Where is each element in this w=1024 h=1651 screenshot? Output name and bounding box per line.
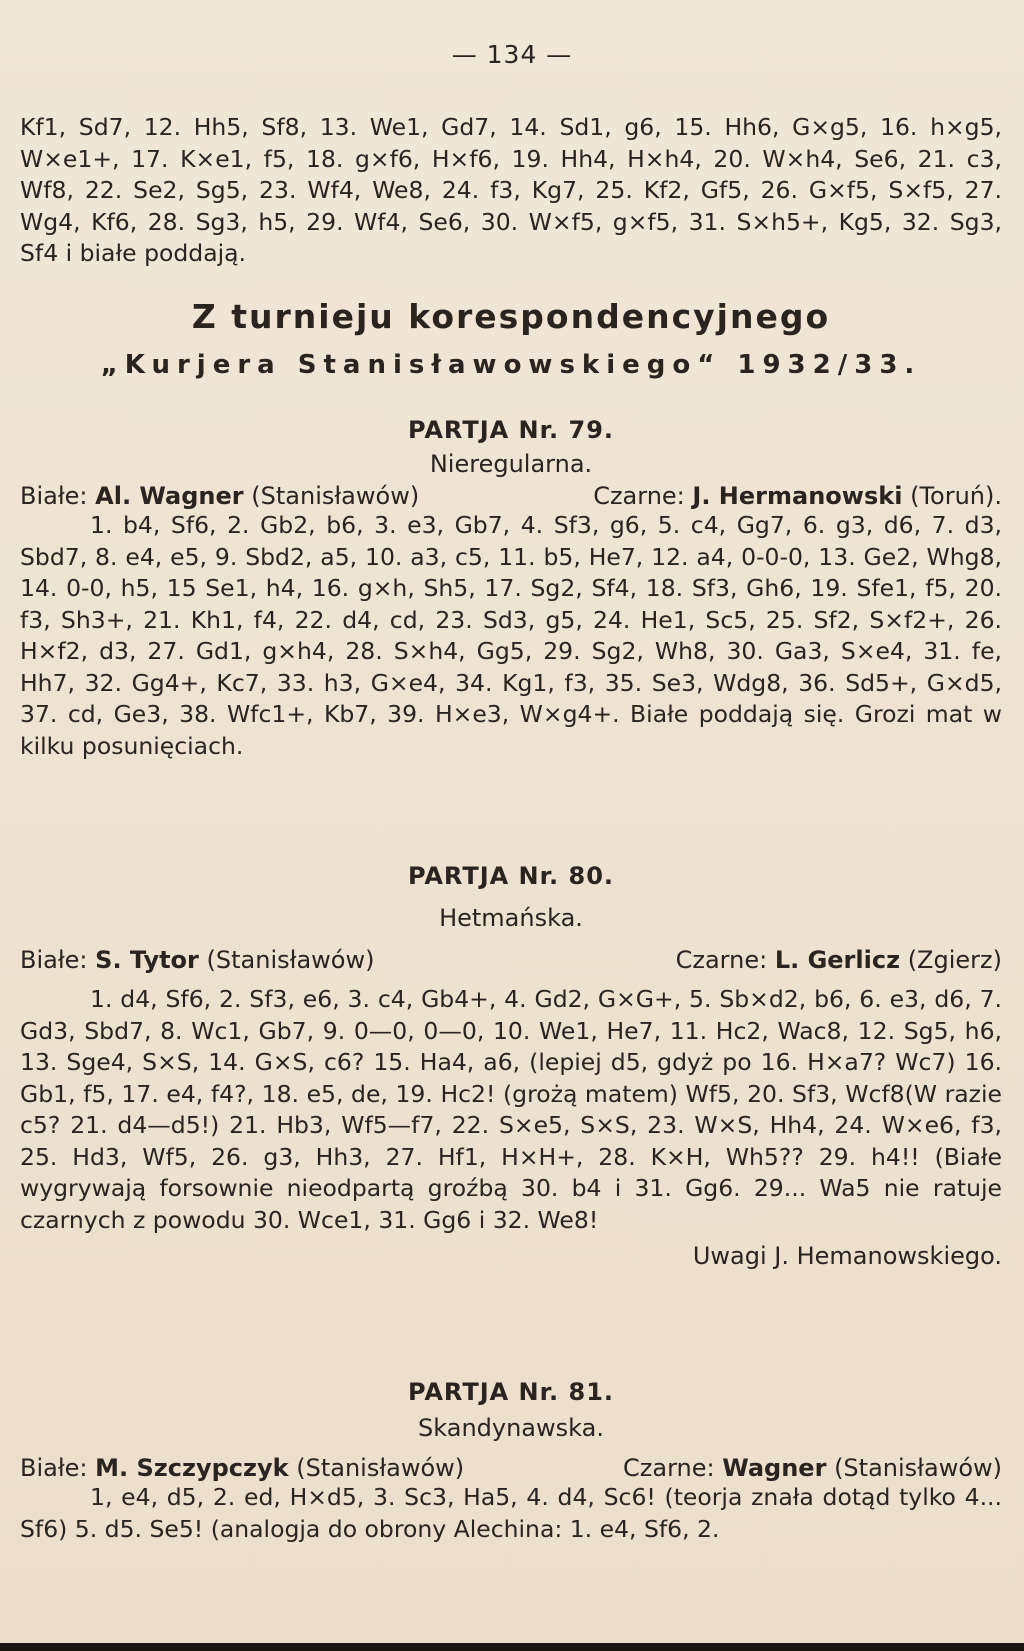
black-city: (Stanisławów) [834,1454,1002,1482]
white-label: Białe: [20,482,88,510]
white-label: Białe: [20,1454,88,1482]
game-title: PARTJA Nr. 80. [407,862,615,890]
black-name: L. Gerlicz [774,946,901,974]
white-player [20,1454,464,1482]
continuation-block [20,112,1002,270]
game-81 [20,1378,1002,1545]
section-subtitle-wrap [20,350,1002,380]
game-opening: Hetmańska. [439,904,583,932]
black-name: J. Hermanowski [692,482,903,510]
section-subtitle: „Kurjera Stanisławowskiego“ 1932/33. [100,350,922,380]
white-city: (Stanisławów) [206,946,375,974]
black-player [593,482,1002,510]
game-title: PARTJA Nr. 79. [407,416,615,444]
black-city: (Toruń). [910,482,1002,510]
continuation-moves: Kf1, Sd7, 12. Hh5, Sf8, 13. We1, Gd7, 14. Sd1, g6, 15. Hh6, G×g5, 16. h×g5, W×e1+, 17. K×e1, f5, 18. g×f6, H×f6, 19. Hh4, H×h4, 20. W×h4, Se6, 21. c3, Wf8, 22. Se2, Sg5, 23. Wf4, We8, 24. f3, Kg7, 25. Kf2, Gf5, 26. G×f5, S×f5, 27. Wg4, Kf6, 28. Sg3, h5, 29. Wf4, Se6, 30. W×f5, g×f5, 31. S×h5+, Kg5, 32. Sg3, Sf4 i białe poddają. [20,113,1002,267]
white-player [20,482,419,510]
black-city: (Zgierz) [907,946,1002,974]
game-annotator: Uwagi J. Hemanowskiego. [692,1242,1002,1270]
white-city: (Stanisławów) [251,482,420,510]
white-label: Białe: [20,946,88,974]
white-player [20,946,374,974]
game-80 [20,862,1002,1270]
game-players [20,482,1002,510]
white-name: S. Tytor [95,946,199,974]
game-title: PARTJA Nr. 81. [407,1378,615,1406]
white-name: Al. Wagner [95,482,244,510]
black-player [623,1454,1002,1482]
game-moves: 1. b4, Sf6, 2. Gb2, b6, 3. e3, Gb7, 4. Sf3, g6, 5. c4, Gg7, 6. g3, d6, 7. d3, Sbd7, 8. e4, e5, 9. Sbd2, a5, 10. a3, c5, 11. b5, He7, 12. a4, 0-0-0, 13. Ge2, Whg8, 14. 0-0, h5, 15 Se1, h4, 16. g×h, Sh5, 17. Sg2, Sf4, 18. Sf3, Gh6, 19. Sfe1, f5, 20. f3, Sh3+, 21. Kh1, f4, 22. d4, cd, 23. Sd3, g5, 24. He1, Sc5, 25. Sf2, S×f2+, 26. H×f2, d3, 27. Gd1, g×h4, 28. S×h4, Gg5, 29. Sg2, Wh8, 30. Ga3, S×e4, 31. fe, Hh7, 32. Gg4+, Kc7, 33. h3, G×e4, 34. Kg1, f3, 35. Se3, Wdg8, 36. Sd5+, G×d5, 37. cd, Ge3, 38. Wfc1+, Kb7, 39. H×e3, W×g4+. Białe poddają się. Grozi mat w kilku posunięciach. [20,511,1002,760]
game-moves: 1. d4, Sf6, 2. Sf3, e6, 3. c4, Gb4+, 4. Gd2, G×G+, 5. Sb×d2, b6, 6. e3, d6, 7. Gd3, Sbd7, 8. Wc1, Gb7, 9. 0—0, 0—0, 10. We1, He7, 11. Hc2, Wac8, 12. Sg5, h6, 13. Sge4, S×S, 14. G×S, c6? 15. Ha4, a6, (lepiej d5, gdyż po 16. H×a7? Wc7) 16. Gb1, f5, 17. e4, f4?, 18. e5, de, 19. Hc2! (grożą matem) Wf5, 20. Sf3, Wcf8(W razie c5? 21. d4—d5!) 21. Hb3, Wf5—f7, 22. S×e5, S×S, 23. W×S, Hh4, 24. W×e6, f3, 25. Hd3, Wf5, 26. g3, Hh3, 27. Hf1, H×H+, 28. K×H, Wh5?? 29. h4!! (Białe wygrywają forsownie nieodpartą groźbą 30. b4 i 31. Gg6. 29... Wa5 nie ratuje czarnych z powodu 30. Wce1, 31. Gg6 i 32. We8! [20,985,1002,1234]
page-number: — 134 — [451,40,573,69]
page-edge-shadow [0,1643,1024,1651]
game-79 [20,416,1002,762]
game-opening: Skandynawska. [418,1414,604,1442]
game-moves: 1, e4, d5, 2. ed, H×d5, 3. Sc3, Ha5, 4. d4, Sc6! (teorja znała dotąd tylko 4... Sf6) 5. d5. Se5! (analogja do obrony Alechina: 1. e4, Sf6, 2. [20,1483,1002,1543]
section-title: Z turnieju korespondencyjnego [191,297,831,336]
section-header [20,297,1002,336]
black-label: Czarne: [675,946,768,974]
black-label: Czarne: [623,1454,715,1482]
game-players [20,1454,1002,1482]
white-name: M. Szczypczyk [95,1454,289,1482]
black-name: Wagner [722,1454,827,1482]
black-player [676,946,1002,974]
game-players [20,946,1002,974]
white-city: (Stanisławów) [296,1454,465,1482]
black-label: Czarne: [593,482,685,510]
game-opening: Nieregularna. [429,450,593,478]
